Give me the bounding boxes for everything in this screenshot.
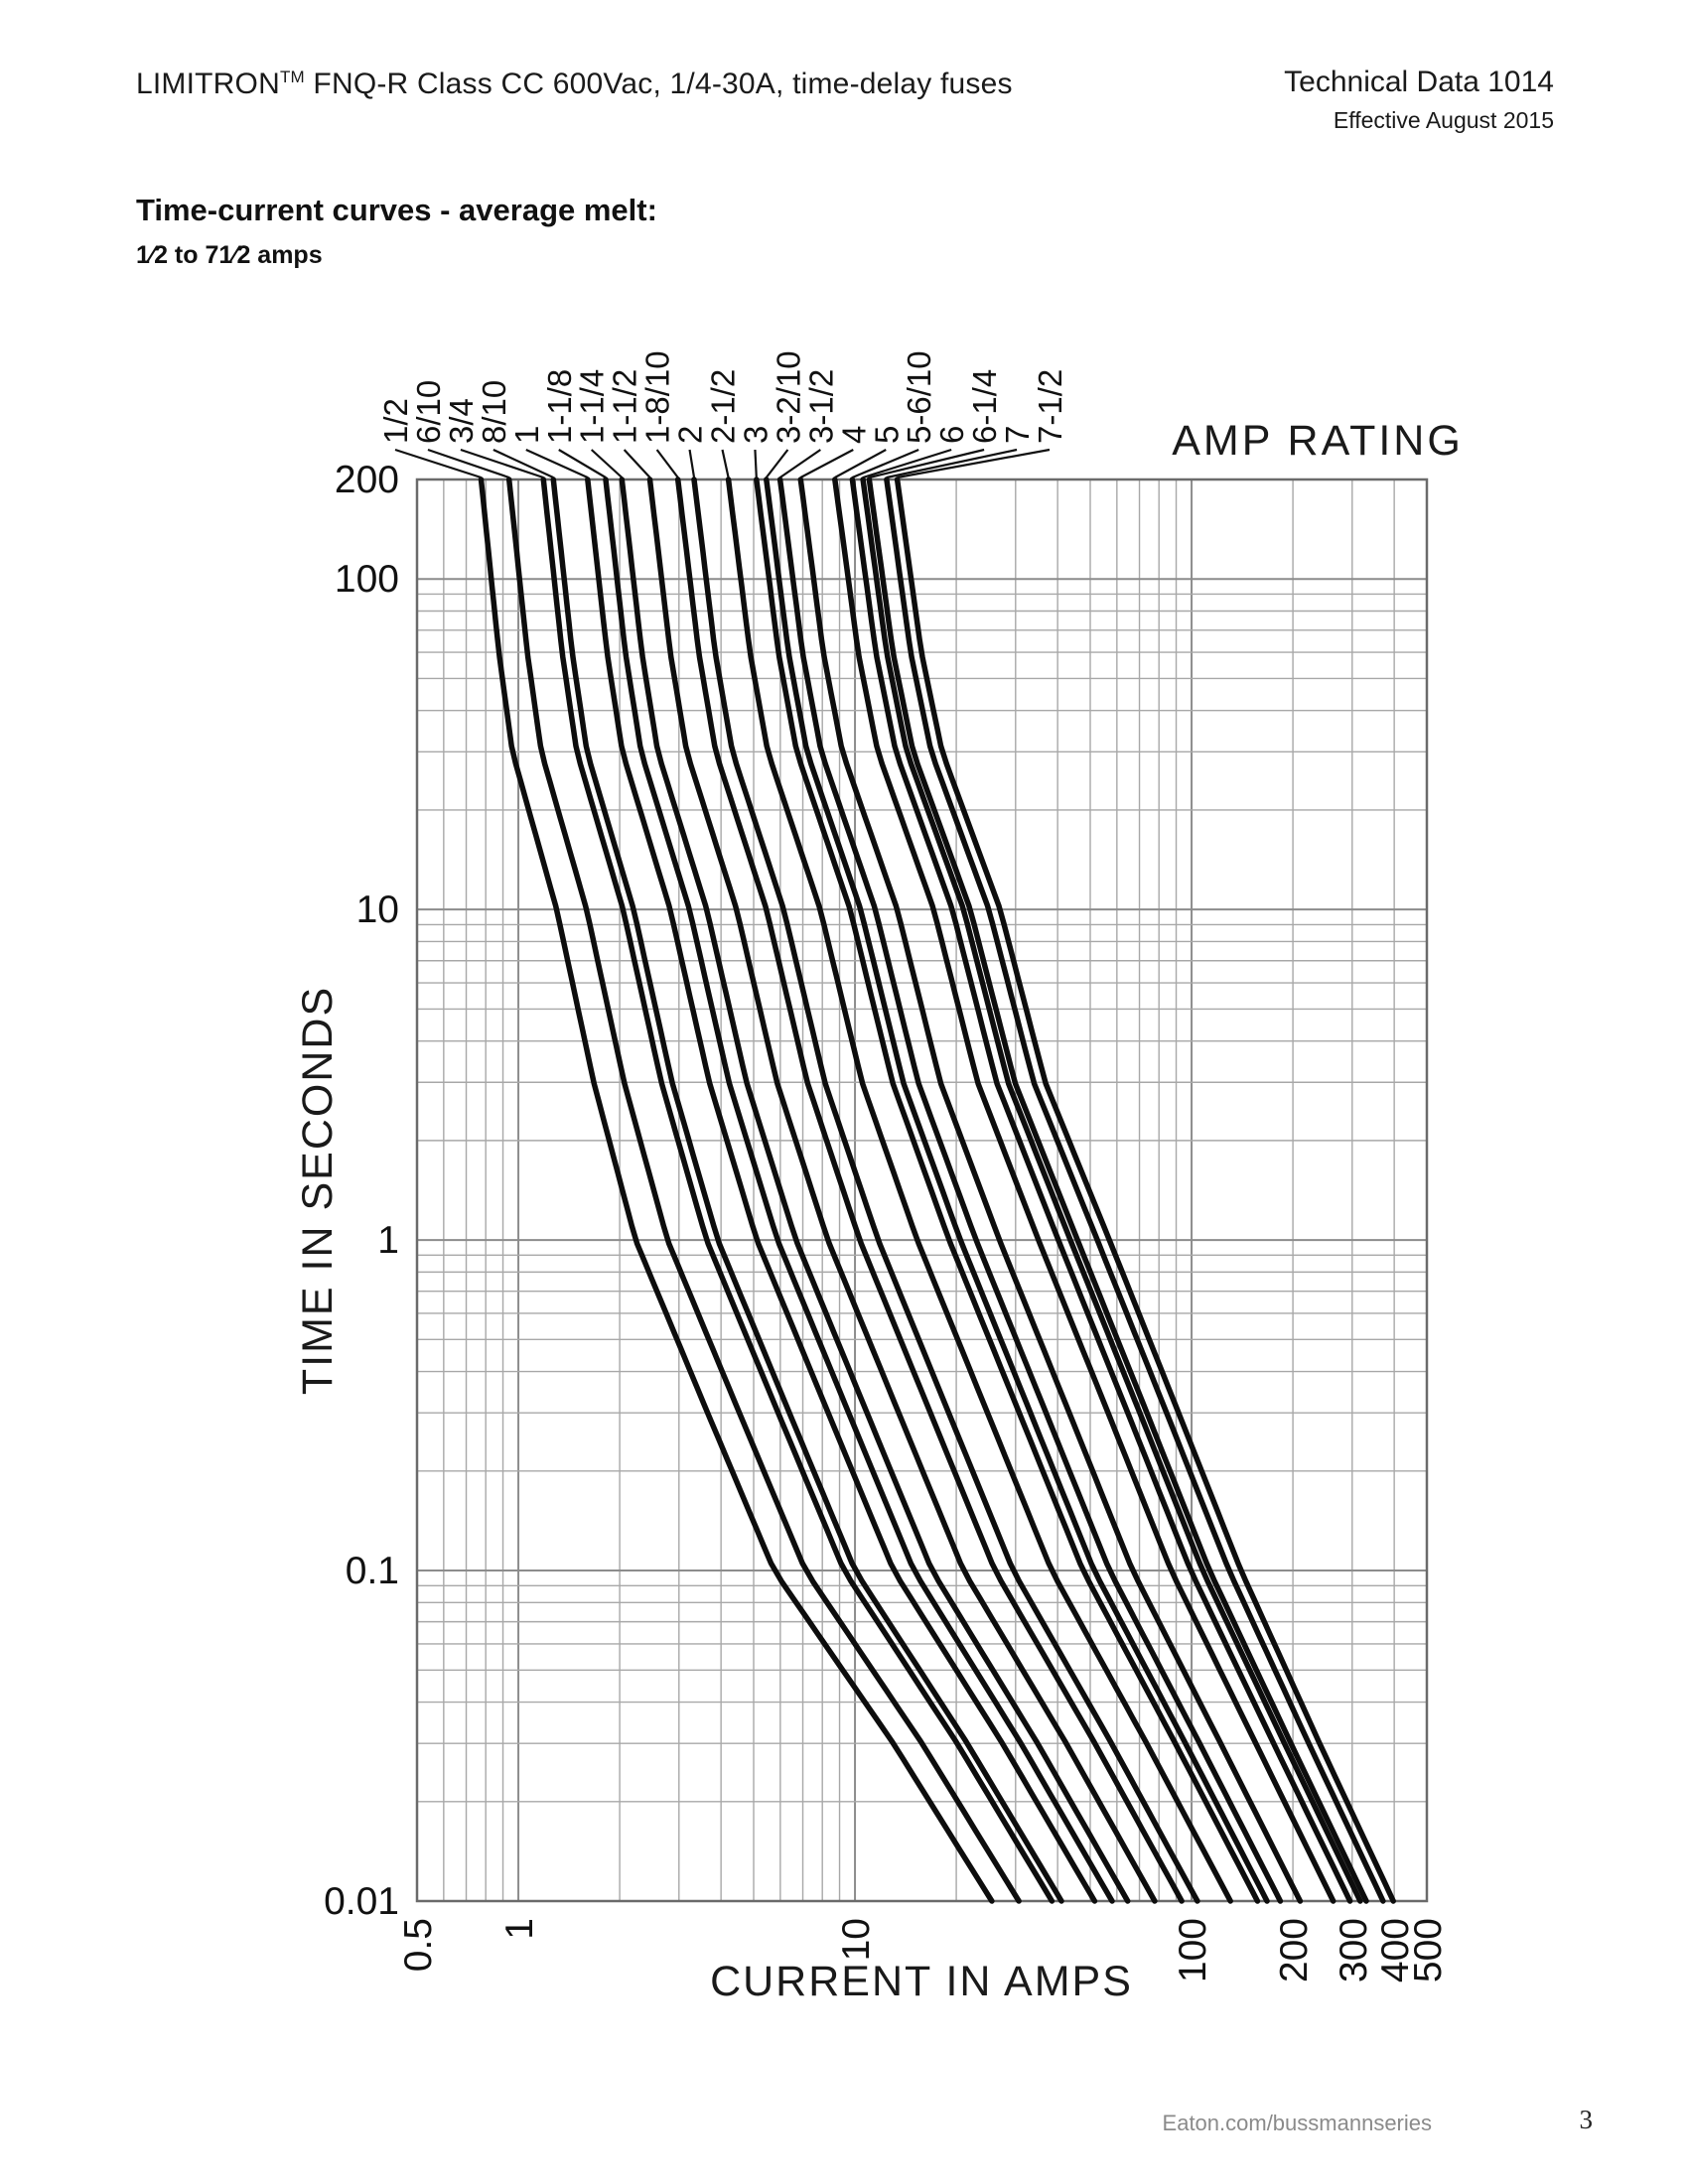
- x-tick-500: 500: [1407, 1918, 1450, 1983]
- leader-line-1-1/2: [625, 450, 650, 478]
- leader-line-1: [526, 450, 588, 478]
- x-tick-400: 400: [1374, 1918, 1418, 1983]
- amp-label-1-1/8: 1-1/8: [540, 368, 578, 444]
- amp-label-3-2/10: 3-2/10: [770, 350, 807, 444]
- y-tick-0.1: 0.1: [345, 1550, 399, 1593]
- amp-label-1-1/2: 1-1/2: [606, 368, 643, 444]
- amp-label-1-1/4: 1-1/4: [573, 368, 611, 444]
- y-tick-100: 100: [334, 558, 399, 602]
- doc-ref: Technical Data 1014: [1284, 66, 1554, 98]
- amp-label-4: 4: [835, 425, 873, 444]
- amp-rating-title: AMP RATING: [1172, 417, 1464, 465]
- x-tick-0.5: 0.5: [397, 1918, 440, 1973]
- doc-effective-date: Effective August 2015: [1333, 107, 1554, 133]
- footer-page-number: 3: [1579, 2105, 1593, 2134]
- leader-line-1-1/4: [592, 450, 623, 478]
- amp-label-6: 6: [933, 425, 971, 444]
- leader-line-3-1/2: [780, 450, 821, 478]
- y-tick-10: 10: [355, 888, 399, 932]
- document-title-rest: FNQ-R Class CC 600Vac, 1/4-30A, time-delay fuses: [304, 68, 1013, 100]
- amp-label-1-8/10: 1-8/10: [638, 350, 676, 444]
- section-subheading: 1⁄2 to 71⁄2 amps: [136, 241, 323, 269]
- leader-line-2-1/2: [723, 450, 729, 478]
- footer-website: Eaton.com/bussmannseries: [1162, 2111, 1432, 2135]
- leader-line-4: [800, 450, 853, 478]
- x-tick-10: 10: [835, 1918, 879, 1962]
- amp-label-8/10: 8/10: [475, 379, 512, 444]
- amp-label-5-6/10: 5-6/10: [901, 350, 938, 444]
- melt-curve-2: [694, 479, 1197, 1901]
- leader-line-3: [755, 450, 756, 478]
- amp-label-7: 7: [999, 425, 1037, 444]
- amp-label-6/10: 6/10: [409, 379, 447, 444]
- amp-label-7-1/2: 7-1/2: [1032, 368, 1068, 444]
- y-tick-1: 1: [377, 1219, 399, 1263]
- leader-line-1-8/10: [657, 450, 678, 478]
- trademark-symbol: TM: [279, 68, 305, 86]
- y-axis-title: TIME IN SECONDS: [294, 985, 342, 1396]
- amp-label-3: 3: [737, 425, 774, 444]
- amp-label-5: 5: [868, 425, 906, 444]
- x-axis-title: CURRENT IN AMPS: [710, 1958, 1133, 2005]
- amp-label-6-1/4: 6-1/4: [966, 368, 1004, 444]
- leader-line-2: [690, 450, 694, 478]
- amp-label-3/4: 3/4: [442, 398, 480, 444]
- amp-label-3-1/2: 3-1/2: [802, 368, 840, 444]
- melt-curve-5-6/10: [852, 479, 1349, 1901]
- melt-curve-1/2: [482, 479, 992, 1901]
- leader-line-7-1/2: [898, 450, 1050, 478]
- x-tick-300: 300: [1332, 1918, 1375, 1983]
- y-tick-0.01: 0.01: [324, 1880, 399, 1923]
- section-heading: Time-current curves - average melt:: [136, 193, 657, 227]
- x-tick-1: 1: [498, 1918, 542, 1940]
- x-tick-200: 200: [1273, 1918, 1317, 1983]
- x-tick-100: 100: [1172, 1918, 1215, 1983]
- brand-name: LIMITRON: [136, 68, 280, 100]
- amp-label-2: 2: [671, 425, 709, 444]
- amp-label-1/2: 1/2: [377, 398, 414, 444]
- amp-label-1: 1: [507, 425, 545, 444]
- leader-line-1-1/8: [559, 450, 606, 478]
- amp-label-2-1/2: 2-1/2: [704, 368, 742, 444]
- melt-curve-7: [887, 479, 1383, 1901]
- y-tick-200: 200: [334, 459, 399, 501]
